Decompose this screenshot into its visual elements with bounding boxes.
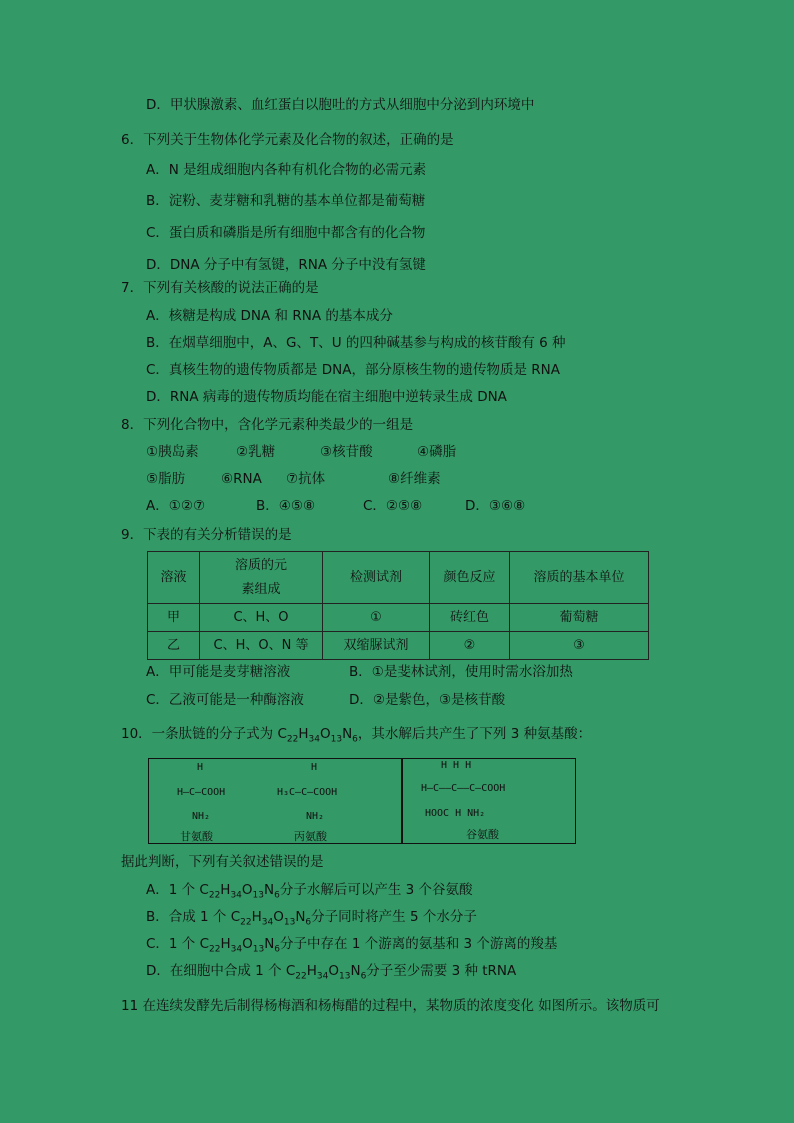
q11-stem: 11 在连续发酵先后制得杨梅酒和杨梅醋的过程中，某物质的浓度变化 如图所示。该物质可 [121, 998, 660, 1014]
header-reagent: 检测试剂 [323, 552, 430, 604]
row2-color: ② [430, 632, 510, 660]
q8-stem: 8．下列化合物中，含化学元素种类最少的一组是 [121, 417, 414, 433]
q8-item-2: ②乳糖 [236, 444, 276, 460]
q10-judge: 据此判断，下列有关叙述错误的是 [121, 854, 324, 870]
alanine-main-chain: H₃C—C—COOH [277, 787, 338, 798]
q6-option-c: C．蛋白质和磷脂是所有细胞中都含有的化合物 [146, 225, 426, 241]
row2-elements: C、H、O、N 等 [200, 632, 323, 660]
q8-item-3: ③核苷酸 [320, 444, 373, 460]
q7-stem: 7．下列有关核酸的说法正确的是 [121, 280, 319, 296]
glutamate-bottom: HOOC H NH₂ [425, 808, 486, 819]
q8-item-5: ⑤脂肪 [146, 471, 186, 487]
q8-option-d: D．③⑥⑧ [465, 498, 526, 514]
q8-item-7: ⑦抗体 [286, 471, 326, 487]
q7-option-d: D．RNA 病毒的遗传物质均能在宿主细胞中逆转录生成 DNA [146, 389, 507, 405]
alanine-label: 丙氨酸 [294, 830, 327, 843]
glutamate-main-chain: H—C——C——C—COOH [421, 783, 506, 794]
q9-option-d: D．②是紫色，③是核苷酸 [349, 692, 506, 708]
q6-option-d: D．DNA 分子中有氢键，RNA 分子中没有氢键 [146, 257, 426, 273]
row1-unit: 葡萄糖 [510, 604, 649, 632]
q8-option-a: A．①②⑦ [146, 498, 206, 514]
header-elements-line1: 溶质的元 [234, 557, 287, 573]
q7-option-a: A．核糖是构成 DNA 和 RNA 的基本成分 [146, 308, 393, 324]
glycine-main-chain: H—C—COOH [177, 787, 226, 798]
q10-option-c: C．1 个 $C_{22}H_{34}O_{13}N_6$分子中存在 1 个游离的氨基和 3 个游离的羧基 [146, 936, 558, 955]
row1-color: 砖红色 [430, 604, 510, 632]
q8-item-4: ④磷脂 [417, 444, 457, 460]
row1-elements: C、H、O [200, 604, 323, 632]
alanine-top-h: H [311, 762, 318, 773]
q10-option-b: B．合成 1 个 $C_{22}H_{34}O_{13}N_6$分子同时将产生 5 个水分子 [146, 909, 477, 928]
header-elements [200, 552, 323, 604]
glutamate-label: 谷氨酸 [466, 828, 499, 841]
header-solution: 溶液 [148, 552, 200, 604]
row2-reagent: 双缩脲试剂 [323, 632, 430, 660]
q8-option-b: B．④⑤⑧ [256, 498, 316, 514]
glutamate-top-h: H H H [441, 760, 472, 771]
q10-option-d: D．在细胞中合成 1 个 $C_{22}H_{34}O_{13}N_6$分子至少需要 3 种 tRNA [146, 963, 517, 982]
glycine-amino: NH₂ [192, 811, 211, 822]
glycine-label: 甘氨酸 [180, 830, 213, 843]
q9-stem: 9．下表的有关分析错误的是 [121, 527, 292, 543]
q6-option-a: A．N 是组成细胞内各种有机化合物的必需元素 [146, 162, 427, 178]
q10-stem: 10．一条肽链的分子式为 $C_{22}H_{34}O_{13}N_6$，其水解后共产生了下列 3 种氨基酸： [121, 726, 592, 745]
row1-solution: 甲 [148, 604, 200, 632]
q8-option-c: C．②⑤⑧ [363, 498, 423, 514]
q6-option-b: B．淀粉、麦芽糖和乳糖的基本单位都是葡萄糖 [146, 193, 426, 209]
q7-option-b: B．在烟草细胞中，A、G、T、U 的四种碱基参与构成的核苷酸有 6 种 [146, 335, 566, 351]
q9-option-b: B．①是斐林试剂，使用时需水浴加热 [349, 664, 573, 680]
row2-solution: 乙 [148, 632, 200, 660]
row1-reagent: ① [323, 604, 430, 632]
alanine-amino: NH₂ [306, 811, 325, 822]
q8-item-1: ①胰岛素 [146, 444, 199, 460]
row2-unit: ③ [510, 632, 649, 660]
q8-item-8: ⑧纤维素 [388, 471, 441, 487]
q9-option-c: C．乙液可能是一种酶溶液 [146, 692, 304, 708]
header-elements-line2: 素组成 [241, 581, 281, 597]
q10-option-a: A．1 个 $C_{22}H_{34}O_{13}N_6$分子水解后可以产生 3 个谷氨酸 [146, 882, 473, 901]
q6-stem: 6．下列关于生物体化学元素及化合物的叙述，正确的是 [121, 132, 454, 148]
header-unit: 溶质的基本单位 [510, 552, 649, 604]
q9-option-a: A．甲可能是麦芽糖溶液 [146, 664, 291, 680]
q5-option-d: D．甲状腺激素、血红蛋白以胞吐的方式从细胞中分泌到内环境中 [146, 97, 535, 113]
header-color: 颜色反应 [430, 552, 510, 604]
glycine-top-h: H [197, 762, 204, 773]
q7-option-c: C．真核生物的遗传物质都是 DNA，部分原核生物的遗传物质是 RNA [146, 362, 560, 378]
q9-table [147, 551, 649, 660]
q8-item-6: ⑥RNA [221, 471, 262, 487]
